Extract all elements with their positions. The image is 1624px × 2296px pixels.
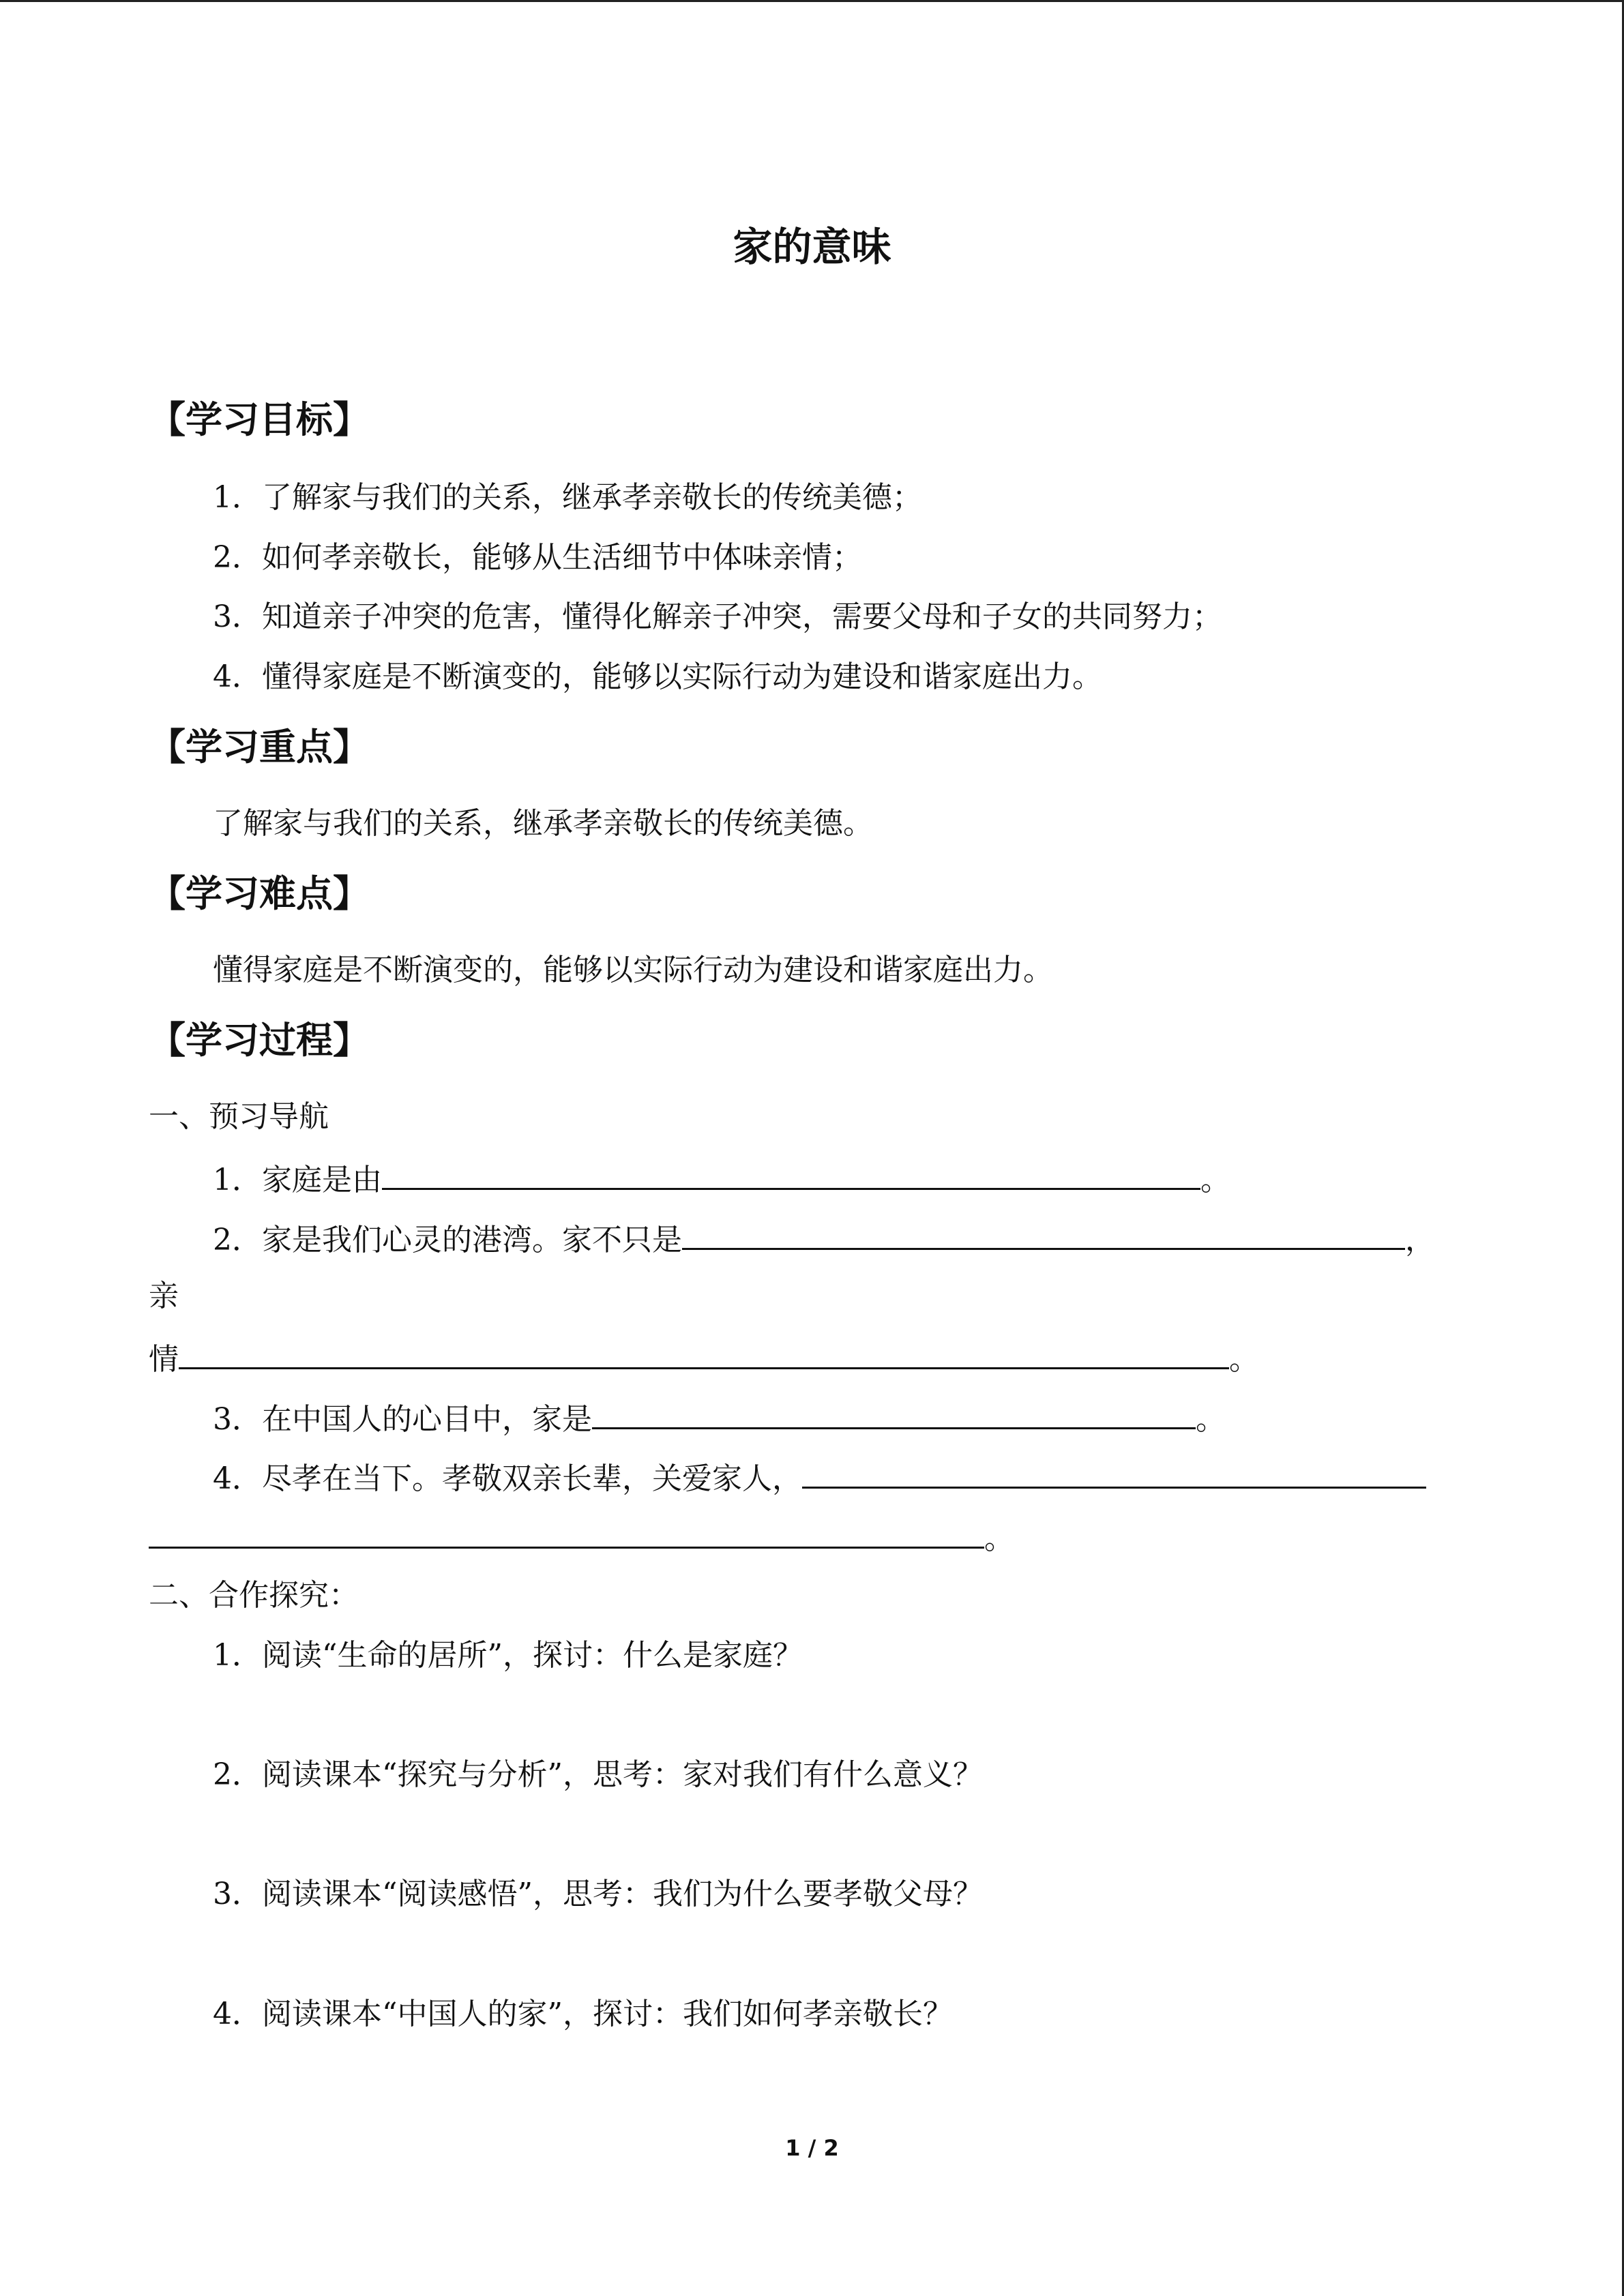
inquiry-item: 1．阅读“生命的居所”，探讨：什么是家庭？ — [213, 1638, 803, 1673]
preview-title: 一、预习导航 — [149, 1099, 329, 1134]
question-suffix: ， — [1405, 1223, 1435, 1257]
question-suffix: 。 — [1229, 1342, 1259, 1377]
preview-question-2-line-3 — [149, 1336, 1259, 1380]
objective-item: 4．懂得家庭是不断演变的，能够以实际行动为建设和谐家庭出力。 — [213, 659, 1102, 694]
answer-blank[interactable] — [149, 1515, 984, 1549]
process-heading: 【学习过程】 — [149, 1019, 370, 1062]
question-suffix: 。 — [984, 1521, 1014, 1556]
question-prefix: 1．家庭是由 — [213, 1163, 382, 1197]
preview-question-4-line-2 — [149, 1515, 1014, 1560]
preview-question-3 — [213, 1396, 1226, 1440]
difficulties-heading: 【学习难点】 — [149, 872, 370, 915]
answer-blank[interactable] — [802, 1455, 1426, 1489]
key-points-text: 了解家与我们的关系，继承孝亲敬长的传统美德。 — [213, 806, 873, 841]
page-title: 家的意味 — [733, 224, 891, 270]
preview-question-2-line-2: 亲 — [149, 1279, 179, 1313]
objectives-heading: 【学习目标】 — [149, 398, 370, 441]
preview-question-4 — [213, 1455, 1426, 1500]
question-prefix: 4．尽孝在当下。孝敬双亲长辈，关爱家人， — [213, 1461, 802, 1496]
objective-item: 1．了解家与我们的关系，继承孝亲敬长的传统美德； — [213, 480, 922, 515]
question-prefix: 情 — [149, 1342, 179, 1377]
objective-item: 2．如何孝亲敬长，能够从生活细节中体味亲情； — [213, 540, 862, 575]
question-prefix: 2．家是我们心灵的港湾。家不只是 — [213, 1223, 682, 1257]
answer-blank[interactable] — [382, 1157, 1200, 1190]
inquiry-item: 2．阅读课本“探究与分析”，思考：家对我们有什么意义？ — [213, 1757, 983, 1792]
inquiry-item: 3．阅读课本“阅读感悟”，思考：我们为什么要孝敬父母？ — [213, 1877, 983, 1911]
question-suffix: 。 — [1196, 1402, 1226, 1437]
preview-question-2 — [213, 1217, 1435, 1261]
question-prefix: 3．在中国人的心目中，家是 — [213, 1402, 592, 1437]
answer-blank[interactable] — [592, 1396, 1196, 1429]
inquiry-item: 4．阅读课本“中国人的家”，探讨：我们如何孝亲敬长？ — [213, 1997, 953, 2031]
answer-blank[interactable] — [179, 1336, 1229, 1369]
inquiry-title: 二、合作探究： — [149, 1578, 359, 1613]
difficulties-text: 懂得家庭是不断演变的，能够以实际行动为建设和谐家庭出力。 — [213, 953, 1053, 987]
key-points-heading: 【学习重点】 — [149, 726, 370, 769]
preview-question-1 — [213, 1157, 1230, 1201]
page-number: 1 / 2 — [785, 2135, 839, 2161]
objective-item: 3．知道亲子冲突的危害，懂得化解亲子冲突，需要父母和子女的共同努力； — [213, 599, 1222, 634]
answer-blank[interactable] — [682, 1217, 1405, 1250]
question-suffix: 。 — [1200, 1163, 1230, 1197]
